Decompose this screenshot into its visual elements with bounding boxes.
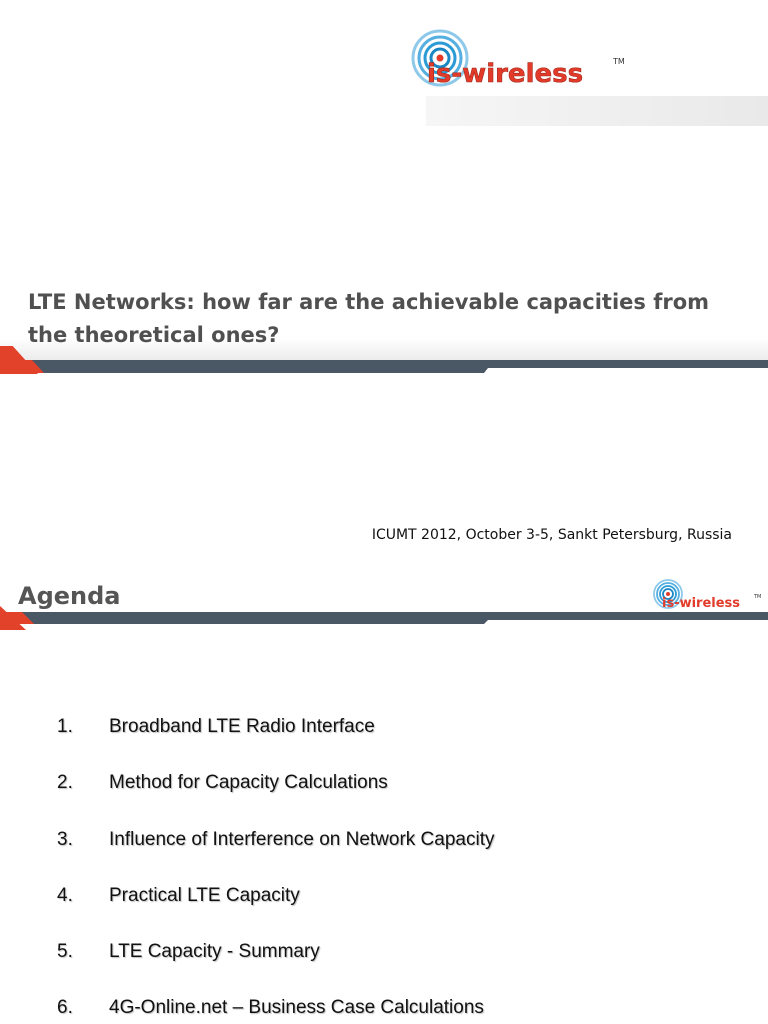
agenda-item-number: 6. — [57, 997, 73, 1018]
presentation-title: LTE Networks: how far are the achievable capacities from the theoretical ones? — [28, 290, 710, 347]
agenda-item — [0, 885, 768, 915]
agenda-item-text: Practical LTE Capacity — [109, 885, 300, 906]
event-info: ICUMT 2012, October 3-5, Sankt Petersburg, Russia — [371, 527, 732, 543]
agenda-item — [0, 941, 768, 971]
agenda-item-text: Method for Capacity Calculations — [109, 772, 388, 793]
svg-text:is-wireless: is-wireless — [662, 596, 741, 611]
agenda-item-number: 1. — [57, 716, 73, 737]
agenda-slide — [0, 560, 768, 1024]
agenda-item-text: LTE Capacity - Summary — [109, 941, 320, 962]
agenda-item — [0, 716, 768, 746]
agenda-item — [0, 997, 768, 1024]
agenda-item-text: Influence of Interference on Network Capacity — [109, 829, 495, 850]
svg-text:TM: TM — [754, 594, 762, 600]
agenda-list — [0, 560, 768, 1024]
agenda-item — [0, 829, 768, 859]
title-band — [0, 346, 768, 376]
agenda-item-text: 4G-Online.net – Business Case Calculations — [109, 997, 484, 1018]
agenda-item-number: 3. — [57, 829, 73, 850]
agenda-item — [0, 772, 768, 802]
agenda-item-text: Broadband LTE Radio Interface — [109, 716, 375, 737]
svg-text:TM: TM — [613, 57, 625, 66]
agenda-item-number: 5. — [57, 941, 73, 962]
is-wireless-logo — [410, 24, 640, 100]
agenda-item-number: 4. — [57, 885, 73, 906]
agenda-heading: Agenda — [18, 582, 121, 610]
agenda-item-number: 2. — [57, 772, 73, 793]
header-gray-band — [426, 96, 768, 126]
svg-text:is-wireless: is-wireless — [427, 59, 584, 89]
slate-band — [16, 360, 768, 373]
